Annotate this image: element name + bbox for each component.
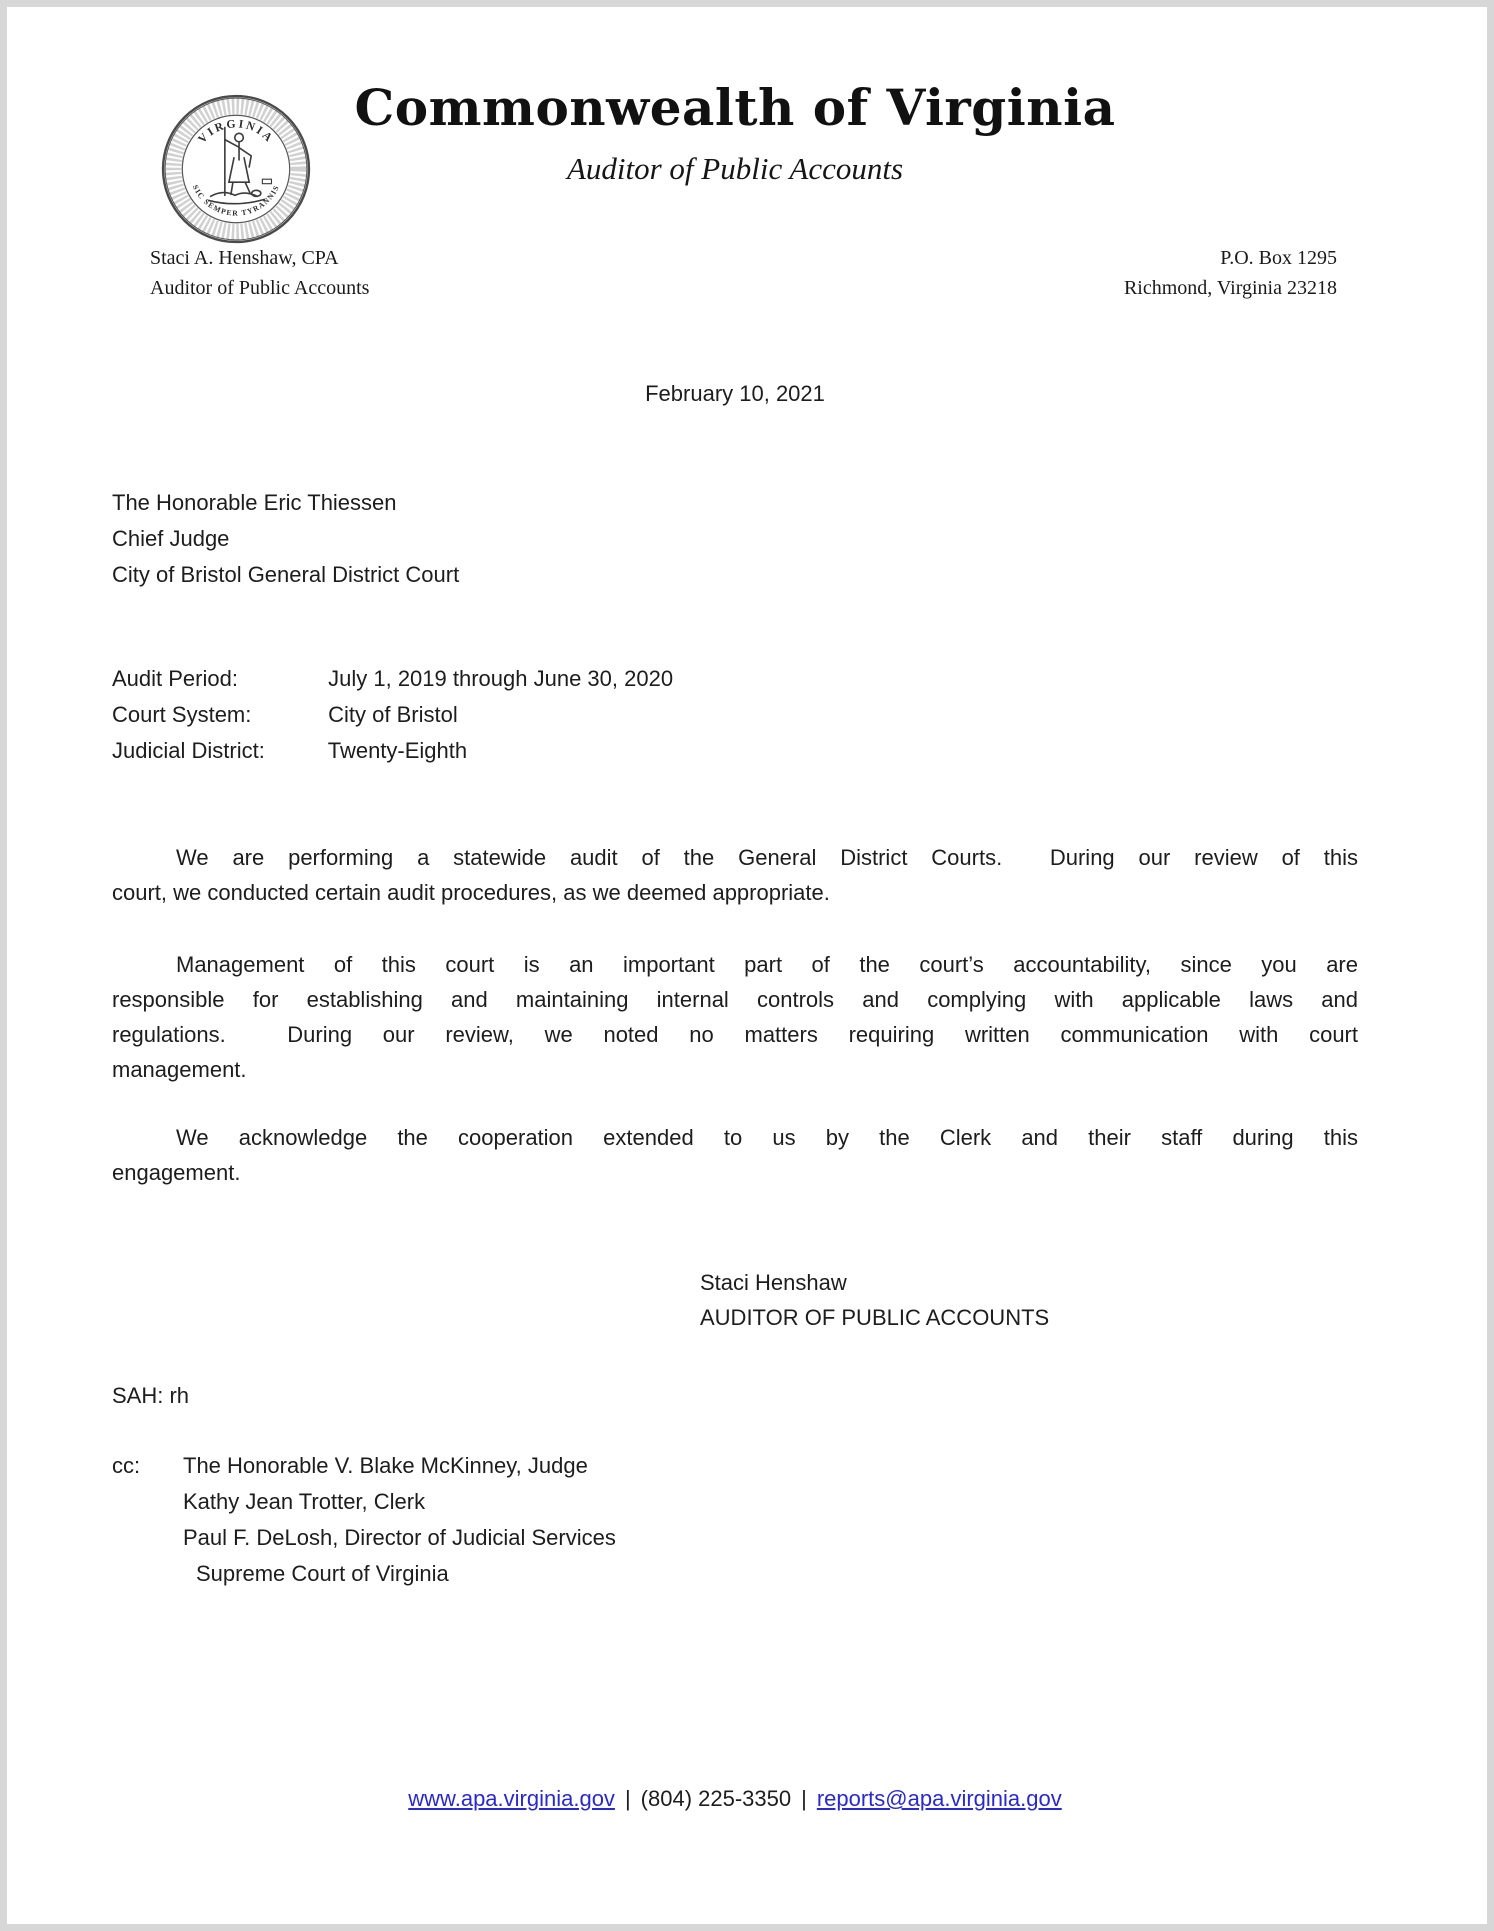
detail-value: City of Bristol [328,702,458,727]
website-link[interactable]: www.apa.virginia.gov [408,1786,615,1811]
recipient-title: Chief Judge [112,526,230,551]
letterhead-subtitle: Auditor of Public Accounts [566,151,904,186]
official-title: Auditor of Public Accounts [150,277,370,299]
paragraph-line: regulations. During our review, we noted no matters requiring written communication with court [112,1022,1358,1047]
footer-separator: | [624,1786,631,1811]
detail-row [112,697,673,733]
cc-label: cc: [112,1453,141,1478]
detail-value: Twenty-Eighth [327,738,468,763]
contact-footer [112,1786,1358,1812]
paragraph-line: engagement. [112,1160,241,1185]
city-state-zip-line: Richmond, Virginia 23218 [1123,277,1337,299]
paragraph-line: We acknowledge the cooperation extended to us by the Clerk and their staff during this [176,1125,1358,1150]
cc-item: Kathy Jean Trotter, Clerk [183,1489,426,1514]
paragraph-line: responsible for establishing and maintaining internal controls and complying with applicable laws and [112,987,1358,1012]
letter-date: February 10, 2021 [645,381,825,406]
signature-title: AUDITOR OF PUBLIC ACCOUNTS [700,1305,1050,1330]
cc-item: The Honorable V. Blake McKinney, Judge [183,1453,588,1478]
body-paragraph-3 [112,1120,1358,1190]
official-block [150,243,369,303]
cc-block [112,1448,616,1592]
detail-row [112,733,673,769]
seal-motto-text: SIC SEMPER TYRANNIS [190,183,282,218]
official-name: Staci A. Henshaw, CPA [150,247,339,269]
recipient-court: City of Bristol General District Court [112,562,460,587]
office-address-block [1124,243,1337,303]
audit-details-block [112,661,673,769]
detail-label: Judicial District: [112,738,265,763]
cc-item: Supreme Court of Virginia [196,1561,449,1586]
paragraph-line: management. [112,1057,247,1082]
signature-block [700,1265,1049,1335]
paragraph-line: We are performing a statewide audit of the General District Courts. During our review of this [176,845,1358,870]
recipient-name: The Honorable Eric Thiessen [112,490,397,515]
cc-item: Paul F. DeLosh, Director of Judicial Services [183,1525,616,1550]
body-paragraph-2 [112,947,1358,1087]
seal-top-text: VIRGINIA [195,117,277,146]
cc-list [183,1448,616,1592]
po-box-line: P.O. Box 1295 [1220,247,1337,269]
footer-separator: | [801,1786,807,1811]
signature-name: Staci Henshaw [700,1270,847,1295]
detail-value: July 1, 2019 through June 30, 2020 [328,666,674,691]
reference-initials: SAH: rh [112,1383,190,1408]
detail-label: Audit Period: [112,666,238,691]
detail-label: Court System: [112,702,252,727]
letterhead-title: Commonwealth of Virginia [354,78,1116,137]
recipient-block [112,485,459,593]
paragraph-line: Management of this court is an important part of the court’s accountability, since you are [176,952,1358,977]
body-paragraph-1 [112,840,1358,910]
email-link[interactable]: reports@apa.virginia.gov [816,1786,1062,1811]
paragraph-line: court, we conducted certain audit procedures, as we deemed appropriate. [112,880,830,905]
phone-number: (804) 225-3350 [640,1786,792,1811]
detail-row [112,661,673,697]
